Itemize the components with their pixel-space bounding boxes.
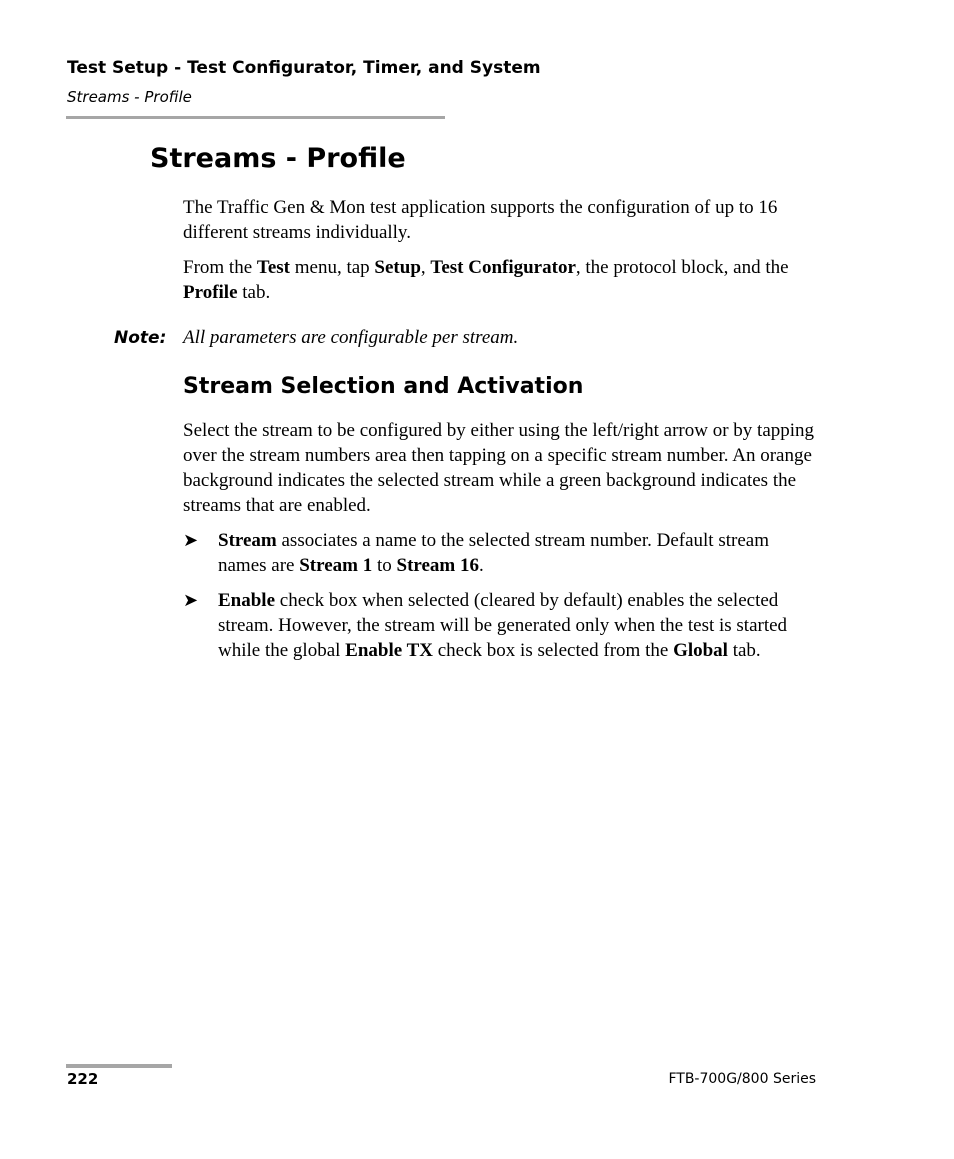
footer-divider <box>66 1064 172 1068</box>
note-label: Note: <box>114 328 167 348</box>
running-header-subtitle: Streams - Profile <box>67 88 192 106</box>
subsection-paragraph: Select the stream to be configured by either using the left/right arrow or by tapping over the stream numbers area then tapping on a specific stream number. An orange background indicates the selected stream while a green background indicates the streams that are enabled. <box>183 420 815 516</box>
arrow-bullet-icon: ➤ <box>183 530 199 550</box>
product-series: FTB-700G/800 Series <box>668 1071 816 1087</box>
running-header-title: Test Setup - Test Configurator, Timer, and System <box>67 58 541 78</box>
list-item-stream: Stream associates a name to the selected stream number. Default stream names are Stream 1 to Stream 16. <box>218 530 769 576</box>
arrow-bullet-icon: ➤ <box>183 590 199 610</box>
note-text: All parameters are configurable per stream. <box>183 327 519 348</box>
navigation-paragraph: From the Test menu, tap Setup, Test Configurator, the protocol block, and the Profile tab. <box>183 257 789 303</box>
section-title: Streams - Profile <box>150 143 406 174</box>
page-number: 222 <box>67 1070 99 1088</box>
header-divider <box>66 116 445 119</box>
intro-paragraph: The Traffic Gen & Mon test application supports the configuration of up to 16 different streams individually. <box>183 197 778 243</box>
list-item-enable: Enable check box when selected (cleared by default) enables the selected stream. However, the stream will be generated only when the test is started while the global Enable TX check box is selected from the Global tab. <box>218 590 788 661</box>
subsection-title: Stream Selection and Activation <box>183 374 584 399</box>
